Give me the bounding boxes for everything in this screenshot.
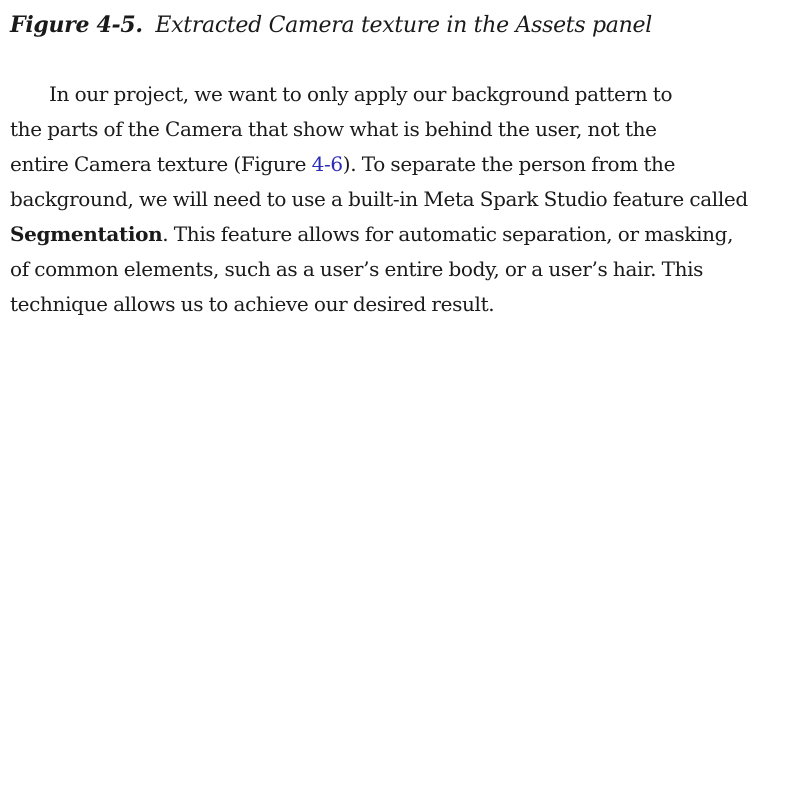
paragraph-line-6: of common elements, such as a user’s entire body, or a user’s hair. This <box>10 257 704 281</box>
body-paragraph <box>10 77 790 322</box>
figure-4-6-link[interactable]: 4-6 <box>311 152 343 176</box>
paragraph-line-4: background, we will need to use a built-in Meta Spark Studio feature called <box>10 187 748 211</box>
segmentation-term: Segmentation <box>10 222 163 246</box>
line-3-text-before: entire Camera texture (Figure <box>10 152 312 176</box>
figure-caption <box>10 10 790 41</box>
figure-label: Figure 4-5. <box>10 12 143 38</box>
paragraph-line-2: the parts of the Camera that show what is behind the user, not the <box>10 117 657 141</box>
figure-caption-text: Extracted Camera texture in the Assets panel <box>155 13 652 38</box>
paragraph-line-1: In our project, we want to only apply our background pattern to <box>49 82 673 106</box>
line-5-text-after: . This feature allows for automatic separation, or masking, <box>162 222 734 246</box>
paragraph-line-3 <box>10 147 790 182</box>
paragraph-line-7: technique allows us to achieve our desired result. <box>10 292 495 316</box>
document-page <box>10 10 790 322</box>
line-3-text-after: ). To separate the person from the <box>342 152 676 176</box>
paragraph-line-5 <box>10 217 790 252</box>
